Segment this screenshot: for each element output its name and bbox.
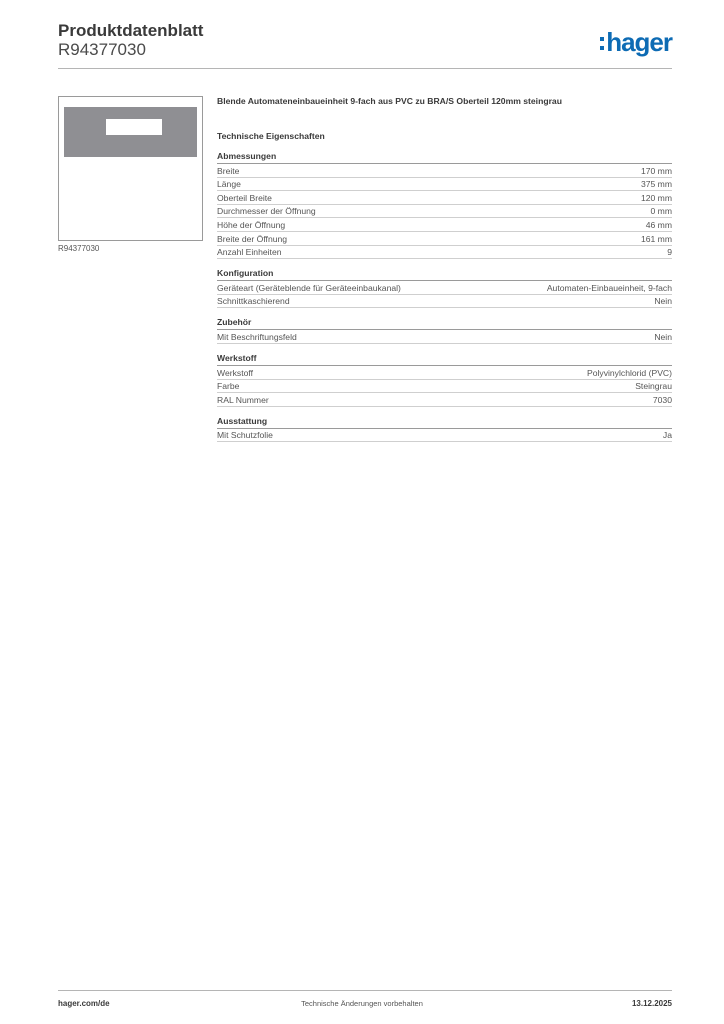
property-row [217, 164, 672, 178]
product-details [217, 96, 672, 442]
property-value: Automaten-Einbaueinheit, 9-fach [546, 282, 672, 293]
property-row [217, 330, 672, 344]
property-group [217, 416, 672, 443]
logo-colon-icon [600, 37, 604, 50]
document-title: Produktdatenblatt [58, 21, 204, 40]
product-image-graphic [59, 97, 202, 240]
property-row [217, 393, 672, 407]
property-label: Schnittkaschierend [217, 296, 290, 307]
property-row [217, 429, 672, 443]
footer-notice: Technische Änderungen vorbehalten [301, 999, 423, 1008]
property-label: Werkstoff [217, 367, 253, 378]
property-value: 9 [667, 247, 672, 258]
property-row [217, 218, 672, 232]
property-value: 161 mm [640, 233, 672, 244]
logo-text: hager [606, 27, 672, 57]
property-label: Durchmesser der Öffnung [217, 206, 316, 217]
section-heading: Technische Eigenschaften [217, 131, 325, 141]
property-value: Nein [654, 296, 672, 307]
property-group [217, 268, 672, 308]
property-label: Anzahl Einheiten [217, 247, 282, 258]
header-divider [58, 68, 672, 69]
property-row [217, 380, 672, 394]
property-group [217, 353, 672, 407]
property-label: Länge [217, 179, 241, 190]
property-value: 170 mm [640, 165, 672, 176]
group-title: Abmessungen [217, 151, 672, 164]
property-value: Ja [662, 430, 672, 441]
article-number: R94377030 [58, 40, 146, 59]
property-row [217, 191, 672, 205]
product-image [58, 96, 203, 241]
property-label: Breite [217, 165, 240, 176]
panel-opening [106, 119, 162, 135]
property-row [217, 246, 672, 260]
property-value: Polyvinylchlorid (PVC) [586, 367, 672, 378]
footer-divider [58, 990, 672, 991]
property-group [217, 317, 672, 344]
property-value: Nein [654, 331, 672, 342]
property-row [217, 178, 672, 192]
property-row [217, 281, 672, 295]
property-label: Farbe [217, 381, 240, 392]
property-value: 7030 [652, 394, 672, 405]
footer-date: 13.12.2025 [631, 999, 672, 1008]
property-value: 120 mm [640, 192, 672, 203]
page-header [58, 20, 672, 68]
property-value: 375 mm [640, 179, 672, 190]
property-label: Oberteil Breite [217, 192, 272, 203]
property-label: Breite der Öffnung [217, 233, 288, 244]
property-label: Mit Schutzfolie [217, 430, 273, 441]
property-row [217, 366, 672, 380]
image-caption: R94377030 [58, 244, 100, 253]
property-row [217, 205, 672, 219]
property-row [217, 295, 672, 309]
group-title: Zubehör [217, 317, 672, 330]
footer-website-link[interactable]: hager.com/de [58, 999, 110, 1008]
group-title: Konfiguration [217, 268, 672, 281]
property-label: Geräteart (Geräteblende für Geräteeinbaukanal) [217, 282, 401, 293]
property-label: Höhe der Öffnung [217, 219, 286, 230]
property-row [217, 232, 672, 246]
hager-logo[interactable] [600, 27, 672, 57]
property-label: Mit Beschriftungsfeld [217, 331, 297, 342]
property-groups [217, 151, 672, 442]
property-label: RAL Nummer [217, 394, 269, 405]
property-group [217, 151, 672, 259]
property-value: 0 mm [650, 206, 672, 217]
property-value: Steingrau [635, 381, 672, 392]
property-value: 46 mm [645, 219, 672, 230]
group-title: Ausstattung [217, 416, 672, 429]
product-description: Blende Automateneinbaueinheit 9-fach aus PVC zu BRA/S Oberteil 120mm steingrau [217, 96, 562, 106]
group-title: Werkstoff [217, 353, 672, 366]
